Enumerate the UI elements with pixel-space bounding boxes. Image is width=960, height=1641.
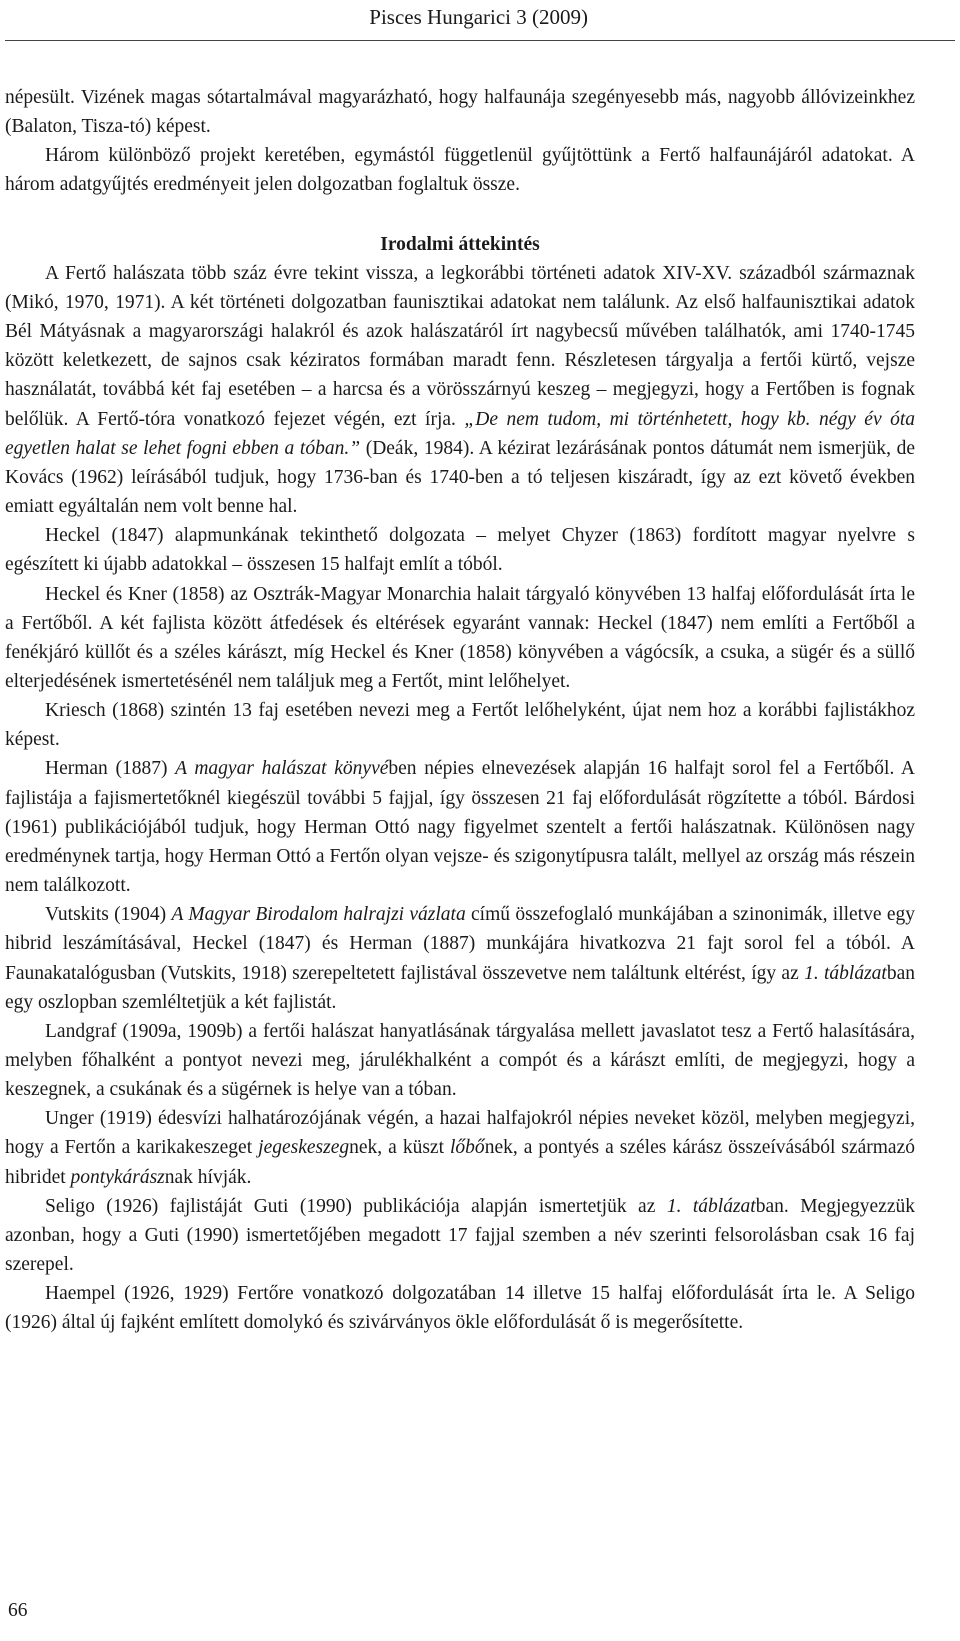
text-run: nak hívják. xyxy=(164,1166,252,1188)
text-run: ban egy oszlopban szemléltetjük a két fajlistát. xyxy=(5,962,915,1013)
text-run: ben népies elnevezések alapján 16 halfajt sorol fel a Fertőből. A fajlistája a fajismertetőknél kiegészül további 5 fajjal, így összesen 21 faj előfordulását rögzítette a tóból. Bárdosi (1961) publikációjából tudjuk, hogy Herman Ottó nagy figyelmet szentelt a fertői halászatnak. Különösen nagy eredménynek tartja, hogy Herman Ottó a Fertőn olyan vejsze- és szigonytípusra talált, mellyel az ország más részein nem találkozott. xyxy=(5,758,915,897)
running-header xyxy=(0,2,960,40)
italic-text: „De nem tudom, mi történhetett, hogy kb. négy év óta egyetlen halat se lehet fogni ebben a tóban.” xyxy=(5,408,916,459)
paragraph xyxy=(5,521,915,579)
text-run: Három különböző projekt keretében, egymástól függetlenül gyűjtöttünk a Fertő halfaunájáról adatokat. A három adatgyűjtés eredményeit jelen dolgozatban foglaltuk össze. xyxy=(5,145,915,196)
italic-text: A magyar halászat könyvé xyxy=(175,758,389,780)
text-run: Haempel (1926, 1929) Fertőre vonatkozó dolgozatában 14 illetve 15 halfaj előfordulását írta le. A Seligo (1926) által új fajként említett domolykó és szivárványos ökle előfordulását ő is megerősítette. xyxy=(5,1283,915,1334)
paragraph xyxy=(5,83,915,141)
paragraph xyxy=(5,259,915,521)
italic-text: jegeskeszeg xyxy=(258,1137,350,1159)
italic-text: 1. táblázat xyxy=(804,962,887,984)
italic-text: pontykárász xyxy=(70,1166,165,1188)
text-run: Vutskits (1904) xyxy=(45,904,172,926)
paragraph xyxy=(5,900,915,1017)
paragraph xyxy=(5,696,915,754)
paragraph xyxy=(5,580,915,697)
text-run: Herman (1887) xyxy=(45,758,176,780)
journal-title: Pisces Hungarici 3 (2009) xyxy=(369,5,588,29)
text-run: A Fertő halászata több száz évre tekint vissza, a legkorábbi történeti adatok XIV-XV. századból származnak (Mikó, 1970, 1971). A két történeti dolgozatban faunisztikai adatokat nem találunk. Az első halfaunisztikai adatok Bél Mátyásnak a magyarországi halakról és azok halászatáról írt nagybecsű művében találhatók, ami 1740-1745 között keletkezett, de sajnos csak kéziratos formában maradt fenn. Részletesen tárgyalja a fertői kürtő, vejsze használatát, továbbá két faj esetében – a harcsa és a vörösszárnyú keszeg – megjegyzi, hogy a Fertőben is fognak belőlük. A Fertő-tóra vonatkozó fejezet végén, ezt írja. xyxy=(5,262,915,430)
paragraph xyxy=(5,1192,915,1279)
text-run: Unger (1919) édesvízi halhatározójának végén, a hazai halfajokról népies neveket közöl, melyben megjegyzi, hogy a Fertőn a karikakeszeget xyxy=(5,1108,915,1159)
text-run: Landgraf (1909a, 1909b) a fertői halászat hanyatlásának tárgyalása mellett javaslatot tesz a Fertő halasítására, melyben főhalként a pontyot nevezi meg, járulékhalként a compót és a kárászt említi, de megjegyzi, hogy a keszegnek, a csukának és a sügérnek is helye van a tóban. xyxy=(5,1020,915,1101)
italic-text: lőbő xyxy=(450,1137,485,1159)
italic-text: A Magyar Birodalom halrajzi vázlata xyxy=(171,904,466,926)
paragraph xyxy=(5,1104,915,1191)
article-body xyxy=(5,83,915,1338)
paragraph xyxy=(5,1017,915,1104)
text-run: Heckel és Kner (1858) az Osztrák-Magyar Monarchia halait tárgyaló könyvében 13 halfaj előfordulását írta le a Fertőből. A két fajlista között átfedések és eltérések egyaránt vannak: Heckel (1847) nem említi a Fertőből a fenékjáró küllőt és a széles kárászt, míg Heckel és Kner (1858) könyvében a vágócsík, a csuka, a sügér és a süllő elterjedésének ismertetésénél nem találjuk meg a Fertőt, mint lelőhelyet. xyxy=(5,583,915,692)
italic-text: 1. táblázat xyxy=(666,1195,756,1217)
text-run: nek, a küszt xyxy=(349,1137,451,1159)
text-run: Kriesch (1868) szintén 13 faj esetében nevezi meg a Fertőt lelőhelyként, újat nem hoz a korábbi fajlistákhoz képest. xyxy=(5,700,915,751)
header-rule xyxy=(5,40,955,41)
paragraph xyxy=(5,141,915,199)
text-run: című összefoglaló munkájában a szinonimák, illetve egy hibrid leszámításával, Heckel (1847) és Herman (1887) munkájára hivatkozva 21 fajt sorol fel a tóból. A Faunakatalógusban (Vutskits, 1918) szerepeltetett fajlistával összevetve nem találtunk eltérést, így az xyxy=(5,904,915,984)
text-run: (Deák, 1984). A kézirat lezárásának pontos dátumát nem ismerjük, de Kovács (1962) leírásából tudjuk, hogy 1736-ban és 1740-ben a tó teljesen kiszáradt, így az ezt követő években emiatt egyáltalán nem volt benne hal. xyxy=(5,437,915,518)
page-number: 66 xyxy=(8,1600,28,1621)
paragraph xyxy=(5,754,915,900)
text-run: nek, a pontyés a széles kárász összeívásából származó hibridet xyxy=(5,1137,915,1188)
text-run: ban. Megjegyezzük azonban, hogy a Guti (1990) ismertetőjében megadott 17 fajjal szemben a név szerinti felsorolásban csak 16 faj szerepel. xyxy=(5,1195,915,1276)
text-run: Seligo (1926) fajlistáját Guti (1990) publikációja alapján ismertetjük az xyxy=(45,1195,667,1217)
section-title: Irodalmi áttekintés xyxy=(380,233,540,255)
paragraph xyxy=(5,1279,915,1337)
section-spacer xyxy=(5,200,915,230)
text-run: népesült. Vizének magas sótartalmával magyarázható, hogy halfaunája szegényesebb más, nagyobb állóvizeinkhez (Balaton, Tisza-tó) képest. xyxy=(5,87,915,138)
text-run: Heckel (1847) alapmunkának tekinthető dolgozata – melyet Chyzer (1863) fordított magyar nyelvre s egészített ki újabb adatokkal – összesen 15 halfajt említ a tóból. xyxy=(5,525,915,576)
